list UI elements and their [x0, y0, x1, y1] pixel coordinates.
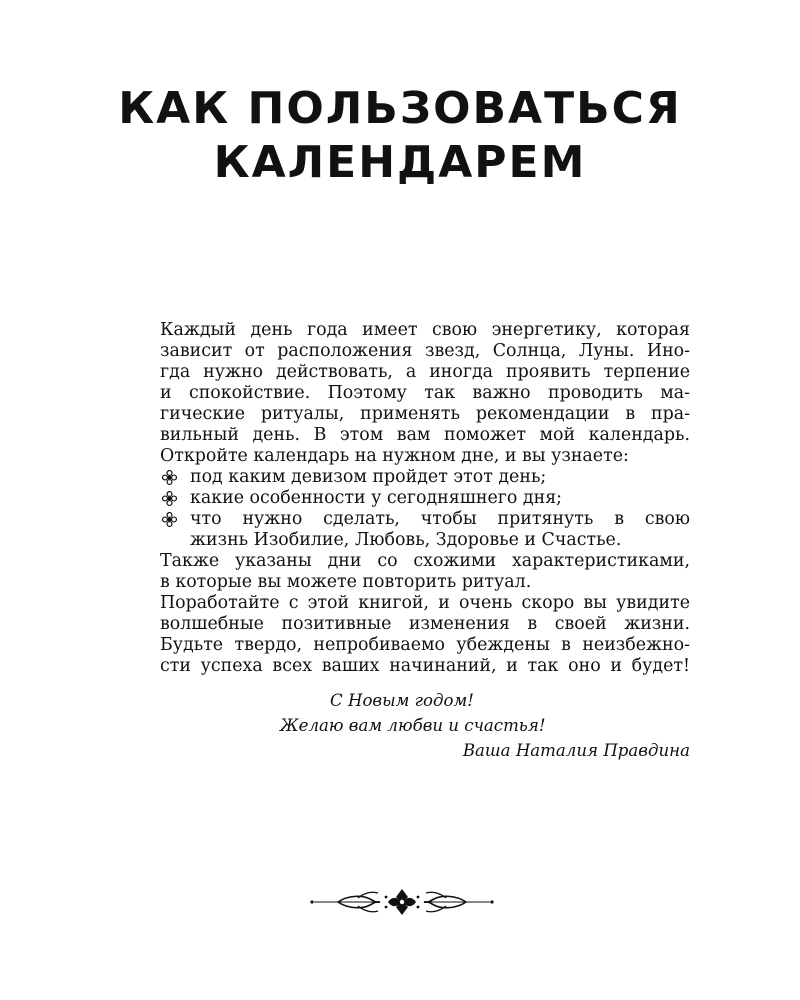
text-line: жизнь Изобилие, Любовь, Здоровье и Счастье. [190, 530, 622, 550]
text-line: гические ритуалы, применять рекомендации в пра- [160, 404, 690, 424]
text-line: под каким девизом пройдет этот день; [190, 467, 547, 487]
list-item [160, 509, 690, 551]
title-line-1: КАК ПОЛЬЗОВАТЬСЯ [118, 83, 682, 134]
text-line: Будьте твердо, непробиваемо убеждены в неизбежно- [160, 635, 690, 655]
text-line: какие особенности у сегодняшнего дня; [190, 488, 563, 508]
signature-wish: Желаю вам любви и счастья! [280, 716, 546, 735]
text-line: Поработайте с этой книгой, и очень скоро вы увидите [160, 593, 690, 613]
signature-greeting: С Новым годом! [330, 691, 474, 710]
text-line: вильный день. В этом вам поможет мой календарь. [160, 425, 690, 445]
flower-bullet-icon [160, 467, 190, 488]
list-item [160, 488, 690, 509]
text-line: Каждый день года имеет свою энергетику, которая [160, 320, 690, 340]
outro-paragraph [160, 551, 690, 677]
title-line-2: КАЛЕНДАРЕМ [213, 137, 587, 188]
text-line: волшебные позитивные изменения в своей жизни. [160, 614, 690, 634]
bullet-list [160, 467, 690, 551]
page-title [0, 82, 800, 190]
flower-bullet-icon [160, 488, 190, 509]
text-line: в которые вы можете повторить ритуал. [160, 572, 532, 592]
intro-paragraph [160, 320, 690, 467]
body-text [160, 320, 690, 677]
ornament-divider-icon [308, 885, 496, 917]
text-line: Откройте календарь на нужном дне, и вы узнаете: [160, 446, 629, 466]
text-line: сти успеха всех ваших начинаний, и так оно и будет! [160, 656, 690, 676]
signature-author: Ваша Наталия Правдина [462, 741, 690, 760]
text-line: и спокойствие. Поэтому так важно проводить ма- [160, 383, 690, 403]
text-line: зависит от расположения звезд, Солнца, Луны. Ино- [160, 341, 690, 361]
text-line: гда нужно действовать, а иногда проявить терпение [160, 362, 690, 382]
list-item [160, 467, 690, 488]
text-line: Также указаны дни со схожими характеристиками, [160, 551, 690, 571]
text-line: что нужно сделать, чтобы притянуть в свою [190, 509, 690, 529]
flower-bullet-icon [160, 509, 190, 530]
